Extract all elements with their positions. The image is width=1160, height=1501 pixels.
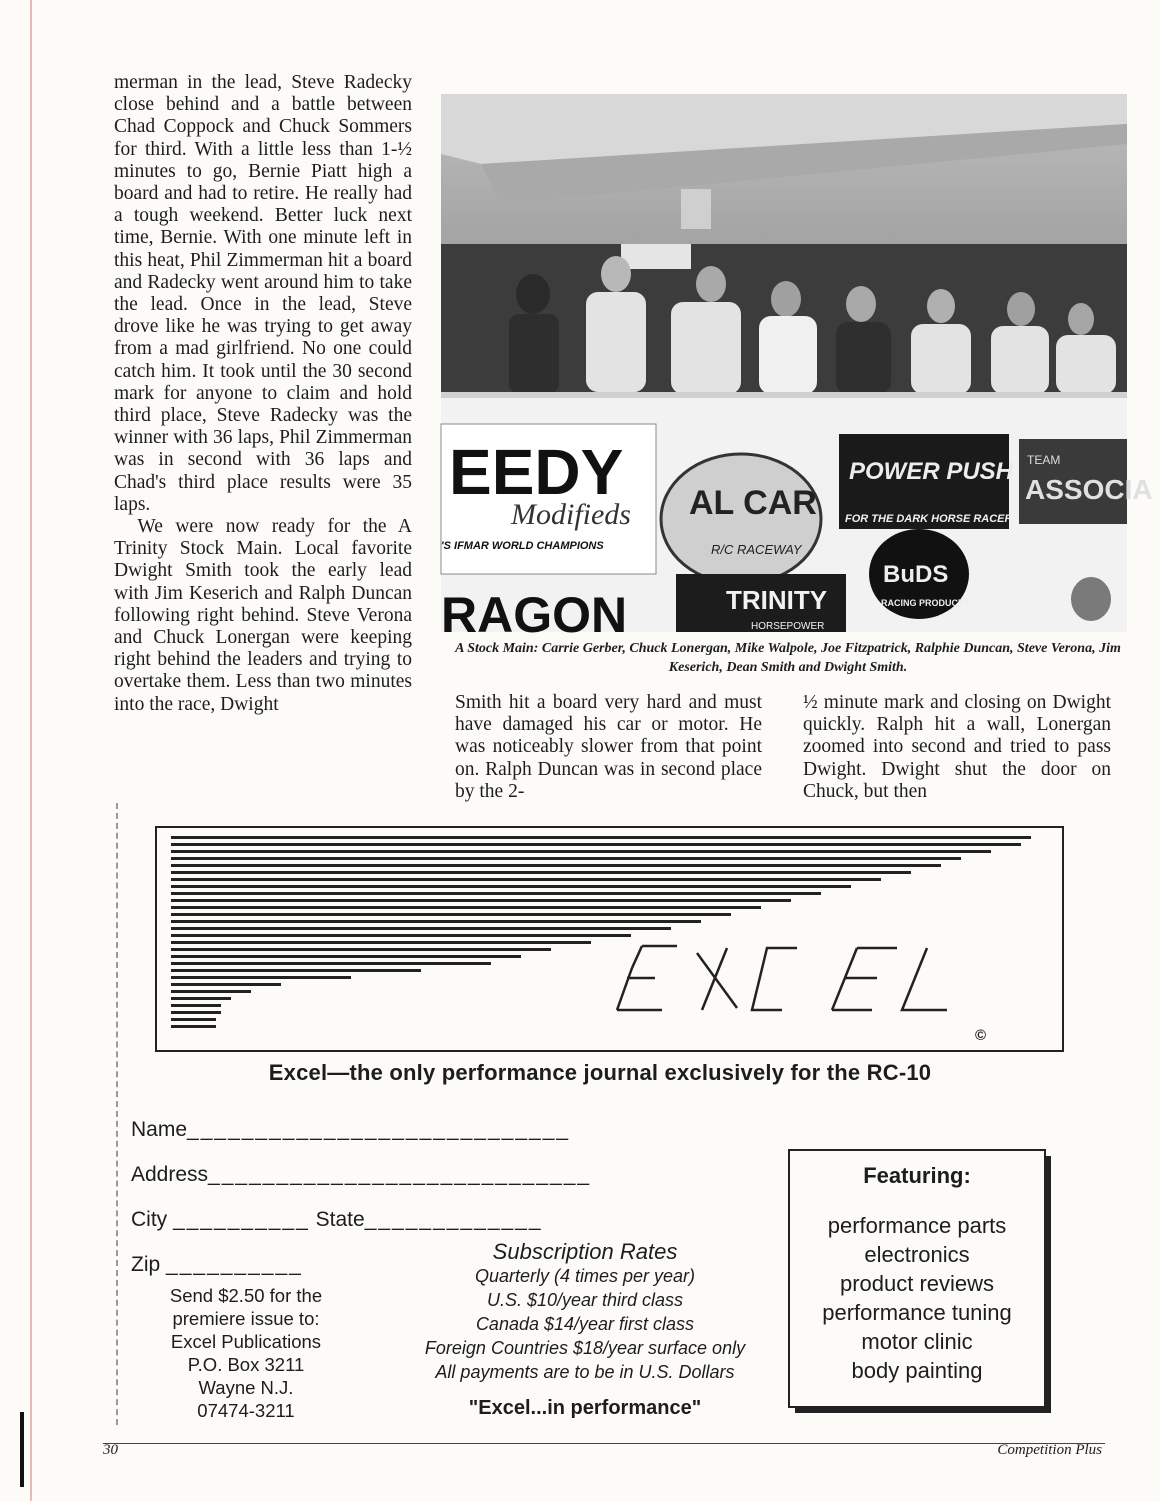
features-title: Featuring:	[863, 1163, 971, 1188]
feature-item: motor clinic	[861, 1329, 973, 1354]
banner-horsepower: HORSEPOWER	[751, 621, 825, 632]
name-field[interactable]	[131, 1118, 570, 1142]
banner-raceway: R/C RACEWAY	[711, 542, 802, 557]
rate-foreign: Foreign Countries $18/year surface only	[424, 1338, 746, 1358]
page-binding-edge	[30, 0, 32, 1501]
article-column-middle	[455, 692, 762, 803]
state-label: State	[315, 1208, 365, 1231]
address-field[interactable]	[131, 1163, 591, 1187]
copyright-mark: ©	[975, 1027, 987, 1044]
footer-rule	[103, 1443, 1105, 1444]
banner-dark-horse: FOR THE DARK HORSE RACER	[845, 513, 1013, 525]
send-line-2: premiere issue to:	[172, 1308, 320, 1329]
article-column-right	[803, 692, 1111, 803]
zip-blank: __________	[166, 1253, 303, 1276]
banner-associated: ASSOCIA	[1025, 474, 1153, 505]
name-blank: ____________________________	[187, 1118, 571, 1141]
page-number: 30	[103, 1442, 118, 1458]
article-paragraph: merman in the lead, Steve Radecky close behind and a battle between Chad Coppock and Chuck Sommers for third. With a little less than 1-½ minutes to go, Bernie Piatt high a board and had to retire. He really had a tough weekend. Better luck next time, Bernie. With one minute left in this heat, Phil Zimmerman hit a board and Radecky went around him to take the lead. Once in the lead, Steve drove like he was trying to get away from a mad girlfriend. No one could catch him. It took until the 30 second mark for anyone to claim and hold third place, Steve Radecky was the winner with 36 laps, Phil Zimmerman was in second with 36 laps and Chad's third place results were 35 laps.	[114, 72, 412, 515]
banner-dragon: RAGON	[441, 587, 628, 643]
excel-logo-box	[155, 826, 1064, 1052]
banner-power-push: POWER PUSH	[849, 458, 1014, 485]
banner-buds: BuDS	[883, 561, 949, 588]
feature-item: performance parts	[827, 1213, 1007, 1238]
banner-speedy: EEDY	[449, 436, 624, 508]
banner-ifmar: 'S IFMAR WORLD CHAMPIONS	[441, 540, 604, 552]
excel-lettering	[617, 946, 947, 1010]
race-photo	[441, 94, 1153, 643]
city-state-field[interactable]	[131, 1208, 543, 1232]
zip-label: Zip	[131, 1253, 161, 1276]
zip-field[interactable]	[131, 1253, 303, 1277]
address-blank: ____________________________	[208, 1163, 592, 1186]
article-paragraph: ½ minute mark and closing on Dwight quickly. Ralph hit a wall, Lonergan zoomed into second and tried to pass Dwight. Dwight shut the door on Chuck, but then	[803, 692, 1111, 802]
ad-slogan: "Excel...in performance"	[468, 1397, 702, 1419]
features-box	[788, 1149, 1046, 1408]
article-paragraph: We were now ready for the A Trinity Stock Main. Local favorite Dwight Smith took the early lead with Jim Keserich and Ralph Duncan following right behind. Steve Verona and Chuck Lonergan were keeping right behind the leaders and trying to overtake them. Less than two minutes into the race, Dwight	[114, 516, 412, 715]
publisher-city: Wayne N.J.	[198, 1377, 294, 1398]
banner-trinity: TRINITY	[726, 585, 828, 615]
banner-modifieds: Modifieds	[511, 498, 631, 531]
feature-item: performance tuning	[822, 1300, 1012, 1325]
feature-item: body painting	[851, 1358, 983, 1383]
feature-item: electronics	[864, 1242, 970, 1267]
race-photo-image	[441, 94, 1153, 643]
excel-logo	[157, 828, 1062, 1050]
banner-team: TEAM	[1027, 453, 1061, 467]
ad-cut-line	[116, 803, 120, 1425]
magazine-title: Competition Plus	[997, 1442, 1102, 1458]
address-label: Address	[131, 1163, 209, 1186]
publisher-zip: 07474-3211	[197, 1400, 295, 1421]
rates-title: Subscription Rates	[492, 1239, 678, 1264]
banner-all-car: AL CAR	[689, 484, 817, 522]
send-line-1: Send $2.50 for the	[169, 1285, 323, 1306]
article-paragraph: Smith hit a board very hard and must have damaged his car or motor. He was noticeably slower from that point on. Ralph Duncan was in second place by the 2-	[455, 692, 762, 802]
banner-buds-sub: RACING PRODUCTS	[881, 598, 970, 608]
photo-caption: A Stock Main: Carrie Gerber, Chuck Lonergan, Mike Walpole, Joe Fitzpatrick, Ralphie Duncan, Steve Verona, Jim Keserich, Dean Smith and Dwight Smith.	[455, 641, 1121, 675]
name-label: Name	[131, 1118, 188, 1141]
rates-payments: All payments are to be in U.S. Dollars	[435, 1362, 735, 1382]
city-label: City	[131, 1208, 168, 1231]
rate-us: U.S. $10/year third class	[486, 1290, 684, 1310]
publisher-box: P.O. Box 3211	[187, 1354, 305, 1375]
subscription-rates	[380, 1240, 790, 1420]
state-blank: _____________	[364, 1208, 543, 1231]
scan-edge-mark	[20, 1412, 24, 1487]
speed-lines	[171, 836, 1031, 1028]
publisher-name: Excel Publications	[170, 1331, 322, 1352]
rate-canada: Canada $14/year first class	[475, 1314, 695, 1334]
rates-frequency: Quarterly (4 times per year)	[474, 1266, 696, 1286]
city-blank: __________	[173, 1208, 310, 1231]
ad-tagline: Excel—the only performance journal exclusively for the RC-10	[268, 1060, 932, 1085]
article-column-left	[114, 72, 412, 716]
feature-item: product reviews	[839, 1271, 995, 1296]
send-block	[131, 1284, 361, 1422]
